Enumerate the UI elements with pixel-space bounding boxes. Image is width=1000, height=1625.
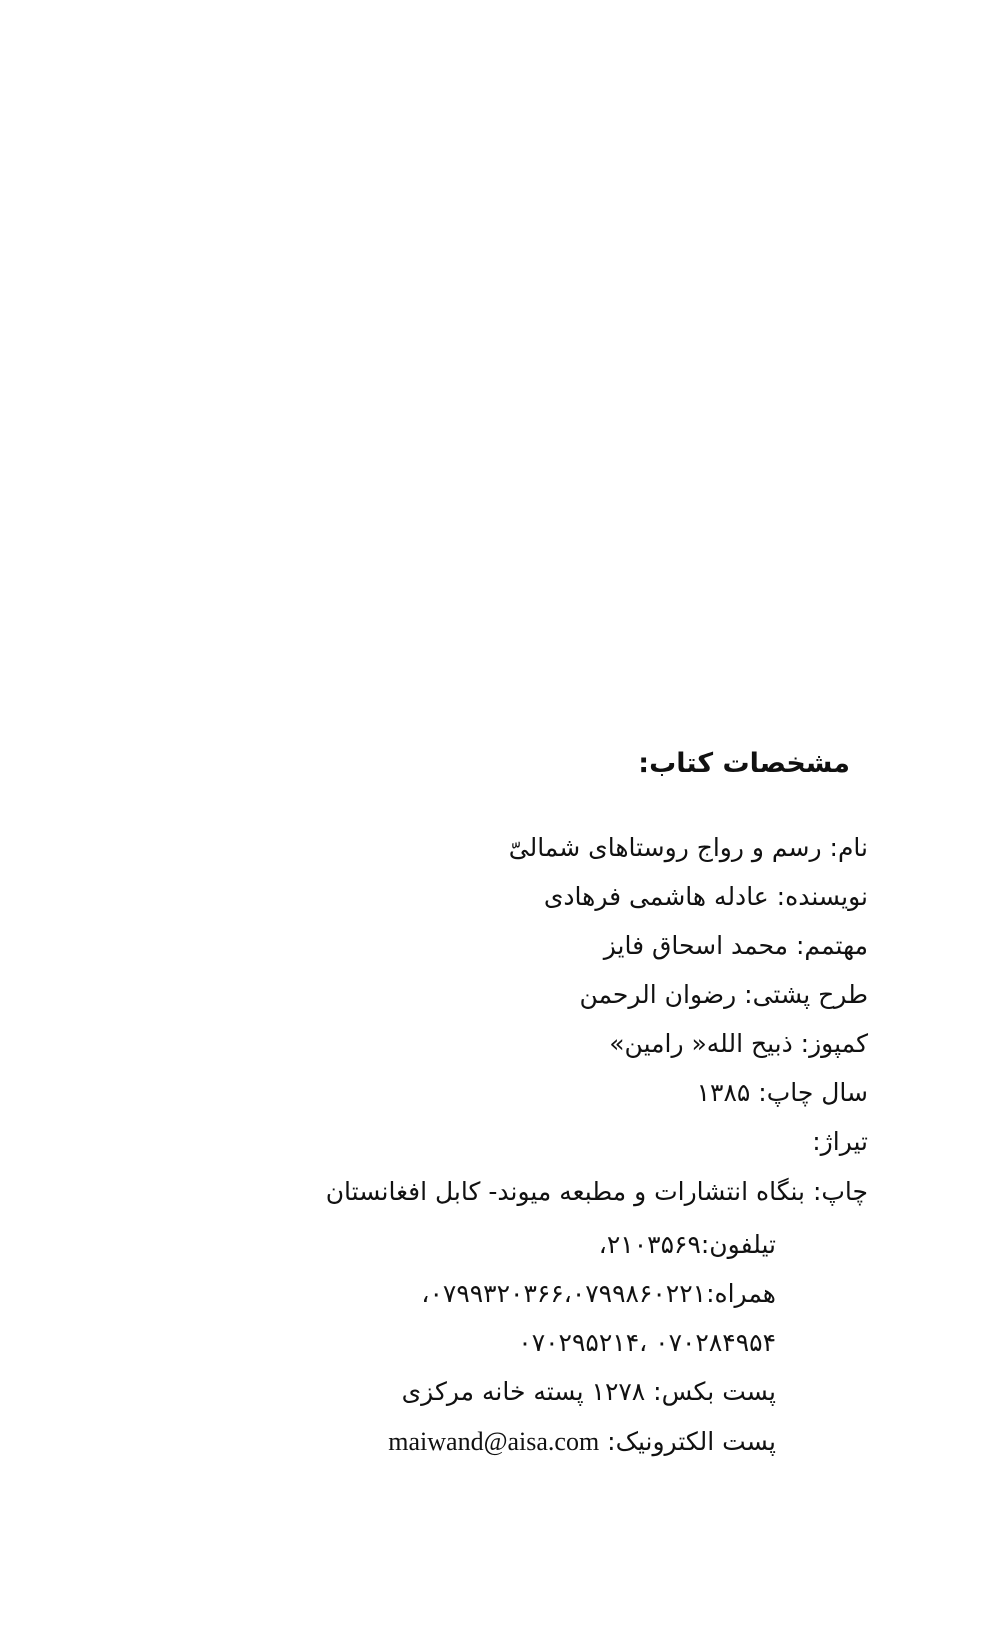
cover-design-line: طرح پشتی: رضوان الرحمن (579, 980, 868, 1009)
book-title-line: نام: رسم و رواج روستاهای شمالیّ (508, 833, 868, 862)
po-box-line: پست بکس: ۱۲۷۸ پسته خانه مرکزی (401, 1377, 776, 1406)
email-line (388, 1426, 776, 1457)
printer-line: چاپ: بنگاه انتشارات و مطبعه میوند- کابل افغانستان (325, 1177, 868, 1206)
mobile-continued-line: ۰۷۰۲۸۴۹۵۴ ،۰۷۰۲۹۵۲۱۴ (518, 1328, 776, 1357)
author-line: نویسنده: عادله هاشمی فرهادی (543, 882, 868, 911)
mobile-line: همراه:۰۷۹۹۳۲۰۳۶۶،۰۷۹۹۸۶۰۲۲۱، (421, 1279, 776, 1308)
email-address: maiwand@aisa.com (388, 1427, 600, 1456)
typesetting-line: کمپوز: ذبیح الله« رامین» (609, 1029, 868, 1058)
section-heading: مشخصات کتاب: (638, 748, 850, 779)
email-label: پست الکترونیک: (607, 1427, 776, 1456)
phone-line: تیلفون:۲۱۰۳۵۶۹، (598, 1230, 776, 1259)
publication-year-line: سال چاپ: ۱۳۸۵ (696, 1078, 868, 1107)
print-run-line: تیراژ: (812, 1127, 868, 1156)
editor-line: مهتمم: محمد اسحاق فایز (603, 931, 868, 960)
